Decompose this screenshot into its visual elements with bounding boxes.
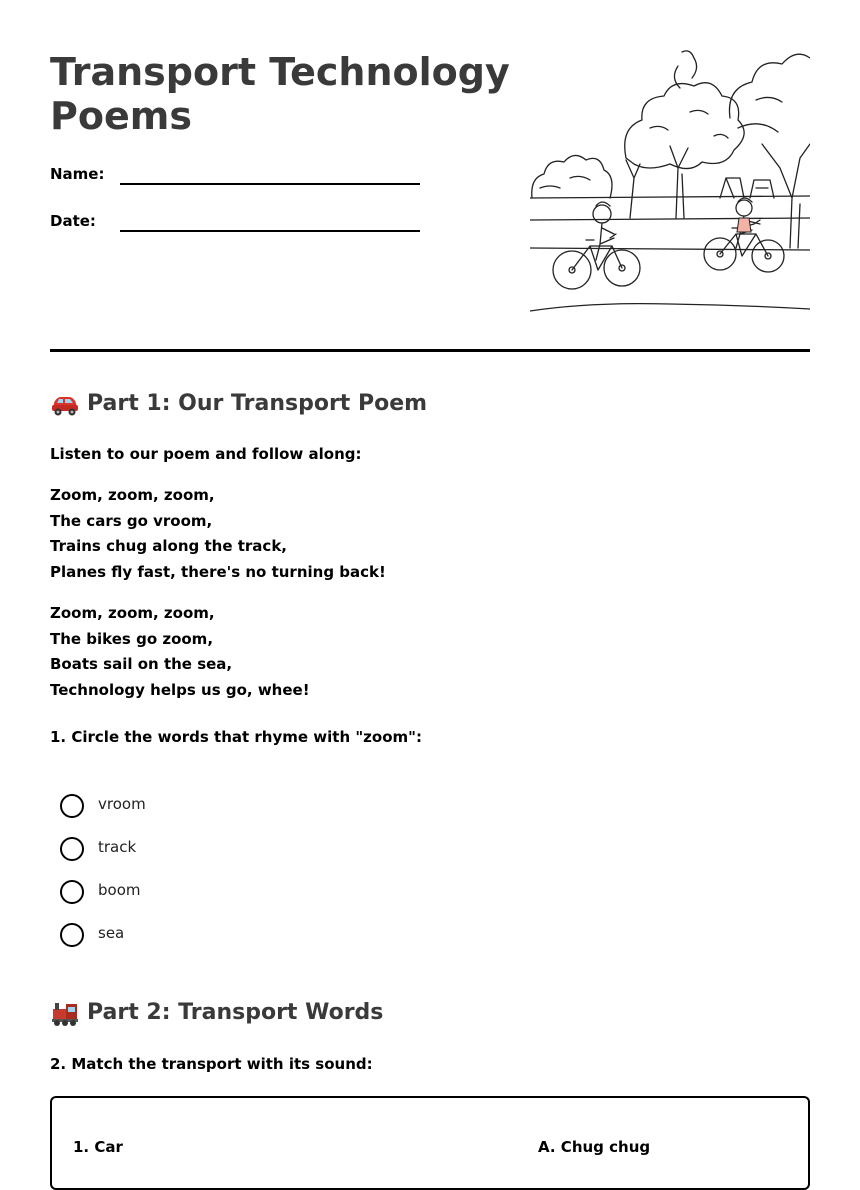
question-1: 1. Circle the words that rhyme with "zoom": [50,728,422,746]
question-2: 2. Match the transport with its sound: [50,1055,373,1073]
option-track[interactable] [60,835,360,861]
park-cyclists-illustration [530,48,810,314]
option-radio[interactable] [60,880,84,904]
poem-line: The cars go vroom, [50,511,213,530]
option-sea[interactable] [60,921,360,947]
name-field[interactable] [50,164,420,194]
poem-line: Technology helps us go, whee! [50,681,310,700]
poem-line: Boats sail on the sea, [50,655,233,674]
matching-box [50,1096,810,1190]
date-line[interactable] [120,230,420,232]
poem-intro: Listen to our poem and follow along: [50,445,362,463]
date-field[interactable] [50,211,420,241]
worksheet-title: Transport Technology Poems [50,50,510,138]
option-radio[interactable] [60,923,84,947]
match-left-item[interactable]: 1. Car [73,1138,123,1156]
date-label: Date: [50,212,96,230]
poem-stanza-2 [50,601,310,704]
poem-line: Planes fly fast, there's no turning back! [50,563,386,582]
option-boom[interactable] [60,878,360,904]
part1-heading-text: Part 1: Our Transport Poem [87,391,428,416]
match-right-item[interactable]: A. Chug chug [538,1138,651,1156]
option-label: boom [98,881,141,899]
header-divider [50,349,810,352]
name-label: Name: [50,165,105,183]
poem-stanza-1 [50,483,386,586]
part1-heading [50,389,427,419]
train-emoji-icon [50,999,80,1027]
option-radio[interactable] [60,837,84,861]
name-line[interactable] [120,183,420,185]
poem-line: Zoom, zoom, zoom, [50,604,215,622]
option-label: track [98,838,137,856]
option-vroom[interactable] [60,792,360,818]
poem-line: Trains chug along the track, [50,537,287,556]
poem-line: Zoom, zoom, zoom, [50,486,215,504]
part2-heading [50,998,383,1028]
part2-heading-text: Part 2: Transport Words [87,1000,384,1025]
car-emoji-icon [50,390,80,418]
option-label: sea [98,924,125,942]
option-radio[interactable] [60,794,84,818]
poem-line: The bikes go zoom, [50,629,214,648]
option-label: vroom [98,795,146,813]
